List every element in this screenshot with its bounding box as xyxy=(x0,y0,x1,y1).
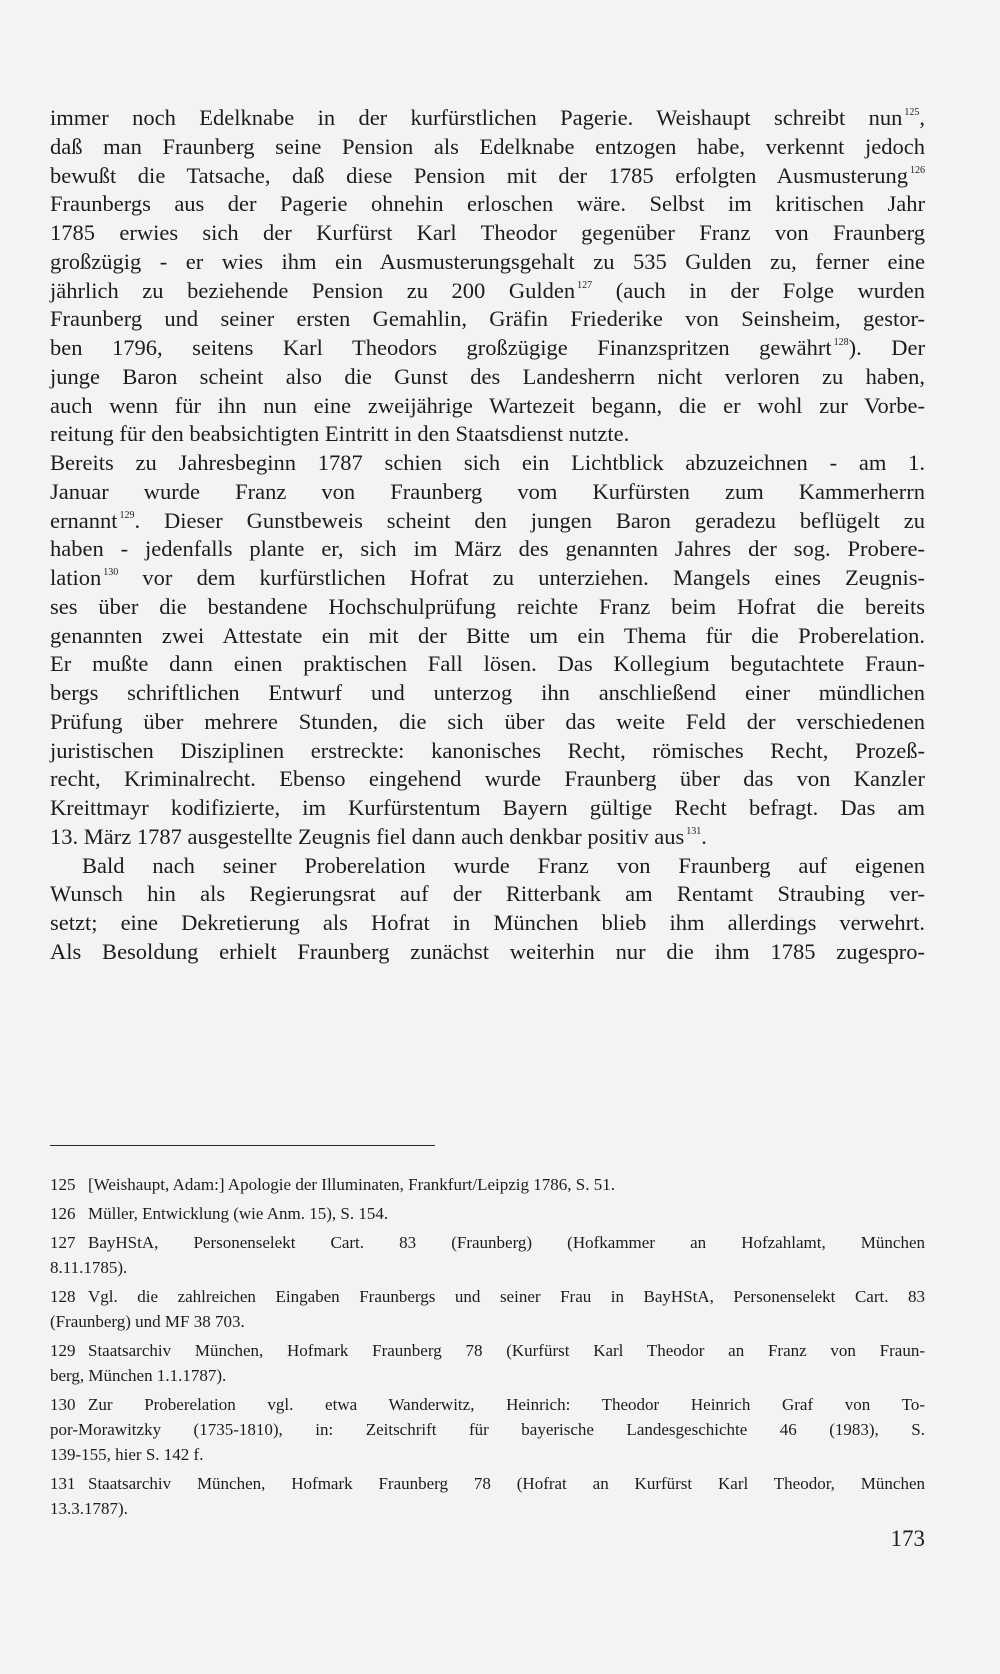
body-line-text: juristischen Disziplinen erstreckte: kanonisches Recht, römisches Recht, Prozeß- xyxy=(50,737,925,763)
body-line-text: jährlich zu beziehende Pension zu 200 Gulden xyxy=(50,277,576,303)
body-line xyxy=(50,765,925,794)
body-line xyxy=(50,133,925,162)
footnote-ref: 125 xyxy=(904,107,920,118)
body-line xyxy=(50,420,925,449)
footnote-text: 8.11.1785). xyxy=(50,1258,128,1277)
body-line xyxy=(50,794,925,823)
body-line-text: bewußt die Tatsache, daß diese Pension mit der 1785 erfolgten Ausmusterung xyxy=(50,162,908,188)
footnote-ref: 127 xyxy=(577,279,593,291)
body-line-text: . xyxy=(701,823,707,849)
body-line xyxy=(50,708,925,737)
body-line xyxy=(50,564,925,593)
body-line-text: . Dieser Gunstbeweis scheint den jungen Baron geradezu beflügelt zu xyxy=(134,507,925,533)
footnote-line xyxy=(50,1172,925,1197)
body-line xyxy=(50,219,925,248)
body-line xyxy=(50,650,925,679)
body-line-text: bergs schriftlichen Entwurf und unterzog ihn anschließend einer mündlichen xyxy=(50,680,925,705)
body-line xyxy=(50,334,925,363)
footnote-text: berg, München 1.1.1787). xyxy=(50,1366,227,1385)
footnote xyxy=(50,1338,925,1388)
footnote-number: 128 xyxy=(50,1287,76,1306)
footnote-number: 125 xyxy=(50,1175,76,1194)
body-line xyxy=(50,909,925,938)
body-line-text: Januar wurde Franz von Fraunberg vom Kurfürsten zum Kammerherrn xyxy=(50,478,925,504)
footnote xyxy=(50,1230,925,1280)
footnote-line xyxy=(50,1496,925,1521)
body-line xyxy=(50,363,925,392)
footnote-ref: 129 xyxy=(119,509,135,521)
footnote-line xyxy=(50,1417,925,1442)
body-line xyxy=(50,852,925,881)
footnotes xyxy=(50,1172,925,1525)
footnote-number: 130 xyxy=(50,1395,76,1414)
footnote-text: 13.3.1787). xyxy=(50,1499,128,1518)
footnote xyxy=(50,1172,925,1197)
body-line-text: (auch in der Folge wurden xyxy=(592,277,925,303)
body-line xyxy=(50,162,925,191)
footnote-line xyxy=(50,1201,925,1226)
footnote-number: 131 xyxy=(50,1474,76,1493)
body-line-text: haben - jedenfalls plante er, sich im März des genannten Jahres der sog. Probere- xyxy=(50,536,925,562)
footnote-line xyxy=(50,1363,925,1388)
body-line-text: Bereits zu Jahresbeginn 1787 schien sich ein Lichtblick abzuzeichnen - am 1. xyxy=(50,450,925,475)
body-line-text: ses über die bestandene Hochschulprüfung reichte Franz beim Hofrat die bereits xyxy=(50,593,925,619)
body-line-text: Fraunbergs aus der Pagerie ohnehin erloschen wäre. Selbst im kritischen Jahr xyxy=(50,191,925,217)
body-line xyxy=(50,593,925,622)
body-line xyxy=(50,449,925,478)
body-line xyxy=(50,880,925,909)
body-line xyxy=(50,190,925,219)
body-line-text: 1785 erwies sich der Kurfürst Karl Theodor gegenüber Franz von Fraunberg xyxy=(50,220,925,245)
footnote xyxy=(50,1201,925,1226)
body-line-text: Kreittmayr kodifizierte, im Kurfürstentum Bayern gültige Recht befragt. Das am xyxy=(50,795,925,820)
footnote-text: 139-155, hier S. 142 f. xyxy=(50,1445,204,1464)
body-line xyxy=(50,305,925,334)
footnote-number: 129 xyxy=(50,1341,76,1360)
footnote-text: por-Morawitzky (1735-1810), in: Zeitschrift für bayerische Landesgeschichte 46 (1983), S. xyxy=(50,1420,925,1439)
body-line-text: großzügig - er wies ihm ein Ausmusterungsgehalt zu 535 Gulden zu, ferner eine xyxy=(50,248,925,274)
footnote-ref: 126 xyxy=(910,164,925,176)
footnote-text: Staatsarchiv München, Hofmark Fraunberg 78 (Hofrat an Kurfürst Karl Theodor, München xyxy=(88,1474,925,1493)
body-line xyxy=(50,478,925,507)
body-line-text: ernannt xyxy=(50,507,118,533)
body-line xyxy=(50,679,925,708)
body-line xyxy=(50,507,925,536)
footnote-separator xyxy=(50,1145,435,1146)
body-line-text: junge Baron scheint also die Gunst des Landesherrn nicht verloren zu haben, xyxy=(50,363,925,389)
footnote-number: 127 xyxy=(50,1233,76,1252)
footnote-text: [Weishaupt, Adam:] Apologie der Illuminaten, Frankfurt/Leipzig 1786, S. 51. xyxy=(88,1175,615,1194)
body-line-text: Bald nach seiner Proberelation wurde Franz von Fraunberg auf eigenen xyxy=(82,852,925,878)
body-line-text: 13. März 1787 ausgestellte Zeugnis fiel dann auch denkbar positiv aus xyxy=(50,823,685,849)
body-line-text: Prüfung über mehrere Stunden, die sich über das weite Feld der verschiedenen xyxy=(50,708,925,734)
footnote-number: 126 xyxy=(50,1204,76,1223)
body-line-text: reitung für den beabsichtigten Eintritt in den Staatsdienst nutzte. xyxy=(50,421,630,447)
footnote-text: Zur Proberelation vgl. etwa Wanderwitz, Heinrich: Theodor Heinrich Graf von To- xyxy=(88,1395,925,1414)
footnote-text: Staatsarchiv München, Hofmark Fraunberg 78 (Kurfürst Karl Theodor an Franz von Fraun- xyxy=(88,1341,925,1360)
footnote-line xyxy=(50,1284,925,1309)
footnote-text: Müller, Entwicklung (wie Anm. 15), S. 154. xyxy=(88,1204,389,1223)
body-line xyxy=(50,392,925,421)
body-line xyxy=(50,938,925,967)
page-number: 173 xyxy=(890,1526,925,1551)
footnote-line xyxy=(50,1338,925,1363)
footnote-line xyxy=(50,1230,925,1255)
footnote-line xyxy=(50,1309,925,1334)
body-line xyxy=(50,277,925,306)
body-line xyxy=(50,737,925,766)
body-line-text: ben 1796, seitens Karl Theodors großzügige Finanzspritzen gewährt xyxy=(50,335,832,360)
body-line-text: Er mußte dann einen praktischen Fall lösen. Das Kollegium begutachtete Fraun- xyxy=(50,651,925,677)
body-line-text: daß man Fraunberg seine Pension als Edelknabe entzogen habe, verkennt jedoch xyxy=(50,133,925,159)
body-line-text: immer noch Edelknabe in der kurfürstlichen Pagerie. Weishaupt schreibt nun xyxy=(50,105,903,130)
footnote-line xyxy=(50,1442,925,1467)
footnote-text: (Fraunberg) und MF 38 703. xyxy=(50,1312,245,1331)
body-line-text: ). Der xyxy=(848,335,925,360)
footnote-text: BayHStA, Personenselekt Cart. 83 (Fraunberg) (Hofkammer an Hofzahlamt, München xyxy=(88,1233,925,1252)
body-line-text: genannten zwei Attestate ein mit der Bitte um ein Thema für die Proberelation. xyxy=(50,622,925,648)
footnote xyxy=(50,1471,925,1521)
body-line-text: Fraunberg und seiner ersten Gemahlin, Gräfin Friederike von Seinsheim, gestor- xyxy=(50,306,925,332)
footnote xyxy=(50,1392,925,1467)
body-line xyxy=(50,248,925,277)
footnote-ref: 131 xyxy=(686,825,702,837)
body-line-text: recht, Kriminalrecht. Ebenso eingehend wurde Fraunberg über das von Kanzler xyxy=(50,766,925,792)
body-line xyxy=(50,823,925,852)
body-line-text: lation xyxy=(50,565,102,590)
footnote-ref: 130 xyxy=(103,567,119,578)
footnote xyxy=(50,1284,925,1334)
body-line-text: , xyxy=(919,105,925,130)
footnote-text: Vgl. die zahlreichen Eingaben Fraunbergs und seiner Frau in BayHStA, Personenselekt Cart. 83 xyxy=(88,1287,925,1306)
body-line-text: Wunsch hin als Regierungsrat auf der Ritterbank am Rentamt Straubing ver- xyxy=(50,881,925,907)
body-line xyxy=(50,104,925,133)
body-line-text: setzt; eine Dekretierung als Hofrat in München blieb ihm allerdings verwehrt. xyxy=(50,910,925,935)
body-line-text: Als Besoldung erhielt Fraunberg zunächst weiterhin nur die ihm 1785 zugespro- xyxy=(50,938,925,964)
body-line xyxy=(50,622,925,651)
body-line-text: auch wenn für ihn nun eine zweijährige Wartezeit begann, die er wohl zur Vorbe- xyxy=(50,392,925,418)
body-line xyxy=(50,535,925,564)
body-text xyxy=(50,104,925,967)
footnote-line xyxy=(50,1392,925,1417)
footnote-ref: 128 xyxy=(833,337,849,348)
footnote-line xyxy=(50,1471,925,1496)
footnote-line xyxy=(50,1255,925,1280)
body-line-text: vor dem kurfürstlichen Hofrat zu unterziehen. Mangels eines Zeugnis- xyxy=(118,565,925,590)
